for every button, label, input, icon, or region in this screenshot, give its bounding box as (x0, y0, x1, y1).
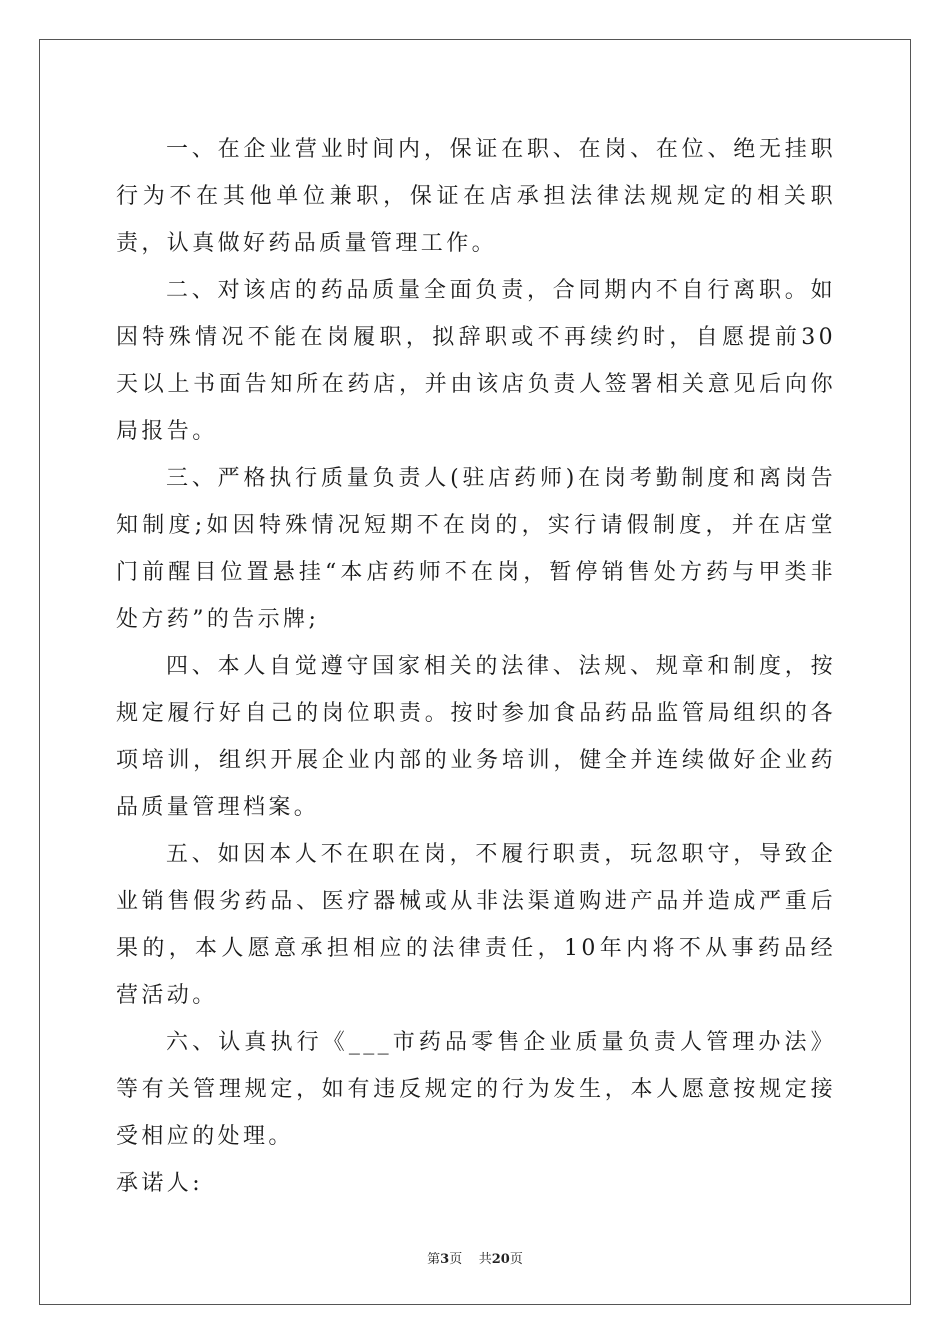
paragraph-1: 一、在企业营业时间内，保证在职、在岗、在位、绝无挂职行为不在其他单位兼职，保证在店承担法律法规规定的相关职责，认真做好药品质量管理工作。 (116, 137, 836, 256)
footer-prefix: 第 (427, 1252, 441, 1267)
paragraph-6: 六、认真执行《___市药品零售企业质量负责人管理办法》等有关管理规定，如有违反规定的行为发生，本人愿意按规定接受相应的处理。 (116, 1030, 836, 1149)
paragraph-2: 二、对该店的药品质量全面负责，合同期内不自行离职。如因特殊情况不能在岗履职，拟辞职或不再续约时，自愿提前30天以上书面告知所在药店，并由该店负责人签署相关意见后向你局报告。 (116, 278, 836, 444)
footer-total-suffix: 页 (509, 1252, 523, 1267)
footer-total-pages: 20 (491, 1252, 510, 1267)
document-body (116, 126, 836, 1207)
paragraph-4: 四、本人自觉遵守国家相关的法律、法规、规章和制度，按规定履行好自己的岗位职责。按时参加食品药品监管局组织的各项培训，组织开展企业内部的业务培训，健全并连续做好企业药品质量管理档案。 (116, 654, 836, 820)
footer-page-suffix: 页 (449, 1252, 463, 1267)
signature-label: 承诺人: (116, 1171, 204, 1196)
footer-page-number: 3 (440, 1252, 450, 1267)
page-footer (0, 1248, 950, 1267)
footer-total-prefix: 共 (478, 1252, 492, 1267)
paragraph-5: 五、如因本人不在职在岗，不履行职责，玩忽职守，导致企业销售假劣药品、医疗器械或从非法渠道购进产品并造成严重后果的，本人愿意承担相应的法律责任，10年内将不从事药品经营活动。 (116, 842, 836, 1008)
paragraph-3: 三、严格执行质量负责人(驻店药师)在岗考勤制度和离岗告知制度;如因特殊情况短期不在岗的，实行请假制度，并在店堂门前醒目位置悬挂“本店药师不在岗，暂停销售处方药与甲类非处方药”的告示牌; (116, 466, 836, 632)
